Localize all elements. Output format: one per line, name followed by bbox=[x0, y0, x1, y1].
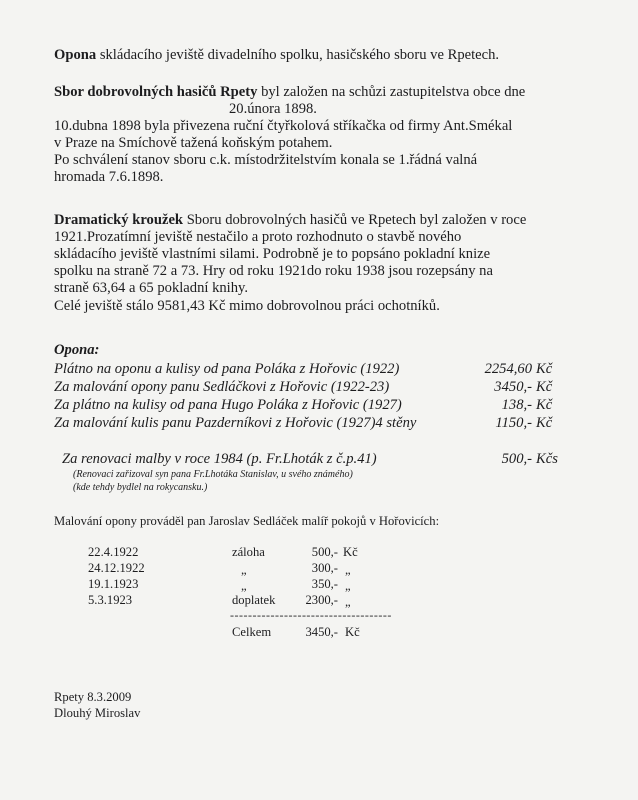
cost-amount: 138,- bbox=[501, 397, 532, 413]
total-label: Celkem bbox=[232, 625, 272, 639]
sbor-line-4: v Praze na Smíchově tažená koňským potahem. bbox=[54, 135, 333, 151]
payment-currency: „ bbox=[345, 563, 351, 577]
renovace-currency: Kčs bbox=[536, 451, 558, 467]
sbor-bold: Sbor dobrovolných hasičů Rpety bbox=[54, 84, 258, 100]
payment-type: doplatek bbox=[232, 593, 276, 607]
payment-amount: 500,- bbox=[311, 545, 338, 559]
krouzek-line-5: straně 63,64 a 65 pokladní knihy. bbox=[54, 280, 249, 296]
krouzek-line-6: Celé jeviště stálo 9581,43 Kč mimo dobrovolnou práci ochotníků. bbox=[54, 298, 440, 314]
cost-currency: Kč bbox=[536, 379, 553, 395]
payment-type: záloha bbox=[232, 545, 265, 559]
renovace-note-2: (kde tehdy bydlel na rokycansku.) bbox=[73, 482, 208, 493]
payment-date: 22.4.1922 bbox=[88, 545, 139, 559]
cost-item: Za plátno na kulisy od pana Hugo Poláka z Hořovic (1927) bbox=[54, 397, 402, 413]
sbor-line-6: hromada 7.6.1898. bbox=[54, 169, 164, 185]
heading-rest: skládacího jeviště divadelního spolku, hasičského sboru ve Rpetech. bbox=[96, 47, 500, 63]
payment-amount: 2300,- bbox=[305, 593, 338, 607]
cost-amount: 1150,- bbox=[495, 415, 532, 431]
payment-type: „ bbox=[241, 563, 247, 577]
total-currency: Kč bbox=[345, 625, 360, 639]
payment-currency: „ bbox=[345, 579, 351, 593]
cost-item: Plátno na oponu a kulisy od pana Poláka z Hořovic (1922) bbox=[54, 361, 400, 377]
krouzek-text-1: Sboru dobrovolných hasičů ve Rpetech byl založen v roce bbox=[183, 212, 527, 228]
sbor-line-1 bbox=[54, 84, 525, 101]
sbor-text-1: byl založen na schůzi zastupitelstva obce dne bbox=[257, 84, 526, 100]
renovace-item: Za renovaci malby v roce 1984 (p. Fr.Lhoták z č.p.41) bbox=[62, 451, 377, 467]
payment-type: „ bbox=[241, 579, 247, 593]
cost-item: Za malování opony panu Sedláčkovi z Hořovic (1922-23) bbox=[54, 379, 390, 395]
total-amount: 3450,- bbox=[305, 625, 338, 639]
payment-currency: „ bbox=[345, 595, 351, 609]
signature-place-date: Rpety 8.3.2009 bbox=[54, 690, 132, 704]
opona-title: Opona: bbox=[54, 342, 100, 358]
signature-name: Dlouhý Miroslav bbox=[54, 706, 141, 720]
malovani-line: Malování opony prováděl pan Jaroslav Sedláček malíř pokojů v Hořovicích: bbox=[54, 514, 440, 528]
renovace-amount: 500,- bbox=[501, 451, 532, 467]
payment-date: 5.3.1923 bbox=[88, 593, 133, 607]
heading-bold: Opona bbox=[54, 47, 97, 63]
cost-amount: 2254,60 bbox=[484, 361, 532, 377]
payment-amount: 300,- bbox=[311, 561, 338, 575]
sbor-line-3: 10.dubna 1898 byla přivezena ruční čtyřkolová stříkačka od firmy Ant.Smékal bbox=[54, 118, 513, 134]
payment-date: 19.1.1923 bbox=[88, 577, 139, 591]
cost-item: Za malování kulis panu Pazderníkovi z Hořovic (1927)4 stěny bbox=[54, 415, 417, 431]
krouzek-line-2: 1921.Prozatímní jeviště nestačilo a proto rozhodnuto o stavbě nového bbox=[54, 229, 462, 245]
cost-currency: Kč bbox=[536, 415, 553, 431]
krouzek-line-1 bbox=[54, 212, 526, 229]
renovace-note-1: (Renovaci zařizoval syn pana Fr.Lhotáka Stanislav, u svého známého) bbox=[73, 469, 353, 480]
payment-date: 24.12.1922 bbox=[88, 561, 145, 575]
krouzek-bold: Dramatický kroužek bbox=[54, 212, 184, 228]
payment-amount: 350,- bbox=[311, 577, 338, 591]
cost-currency: Kč bbox=[536, 361, 553, 377]
payment-currency: Kč bbox=[343, 545, 358, 559]
total-separator: ------------------------------------ bbox=[230, 608, 392, 622]
cost-amount: 3450,- bbox=[494, 379, 532, 395]
krouzek-line-4: spolku na straně 72 a 73. Hry od roku 1921do roku 1938 jsou rozepsány na bbox=[54, 263, 493, 279]
sbor-line-5: Po schválení stanov sboru c.k. místodržitelstvím konala se 1.řádná valná bbox=[54, 152, 478, 168]
heading-line bbox=[54, 47, 499, 64]
sbor-line-2: 20.února 1898. bbox=[229, 101, 317, 117]
krouzek-line-3: skládacího jeviště vlastními silami. Podrobně je to popsáno pokladní knize bbox=[54, 246, 491, 262]
cost-currency: Kč bbox=[536, 397, 553, 413]
